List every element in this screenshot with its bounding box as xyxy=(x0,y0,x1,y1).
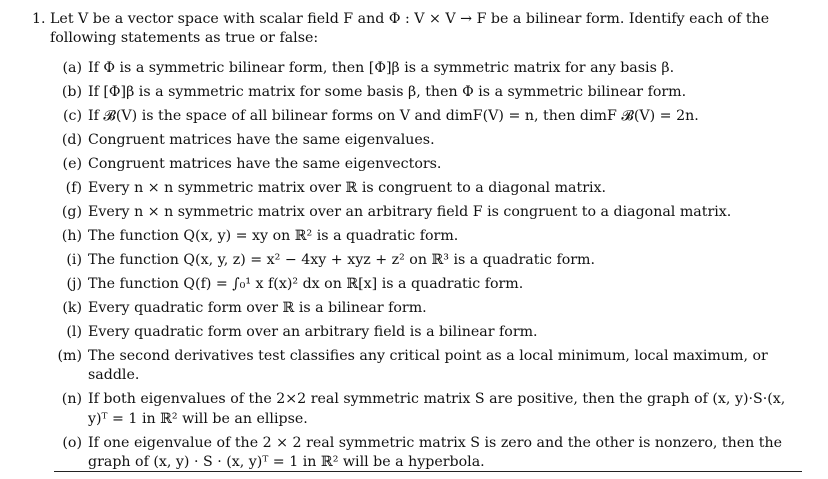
statement-label: (h) xyxy=(61,227,82,244)
statement-label: (n) xyxy=(61,391,82,408)
statement-text: The second derivatives test classifies any critical point as a local minimum, local maximum, or saddle. xyxy=(88,347,768,384)
statement-item-k xyxy=(32,299,807,318)
statement-label: (l) xyxy=(66,323,82,340)
problem-prompt: Let V be a vector space with scalar field F and Φ : V × V → F be a bilinear form. Identify each of the following statements as true or false: xyxy=(50,11,770,47)
statement-text: Every n × n symmetric matrix over ℝ is congruent to a diagonal matrix. xyxy=(88,179,607,196)
statement-label: (e) xyxy=(62,155,82,172)
statement-label: (i) xyxy=(66,251,82,268)
statement-text: Every n × n symmetric matrix over an arbitrary field F is congruent to a diagonal matrix. xyxy=(88,203,732,220)
statement-item-o xyxy=(32,434,807,473)
statement-text: Congruent matrices have the same eigenvalues. xyxy=(88,131,435,148)
statement-item-i xyxy=(32,251,807,270)
statement-label: (a) xyxy=(62,59,82,76)
statement-text: The function Q(x, y) = xy on ℝ² is a quadratic form. xyxy=(88,227,459,244)
statement-label: (g) xyxy=(61,203,82,220)
statement-text: Congruent matrices have the same eigenvectors. xyxy=(88,155,442,172)
bottom-divider xyxy=(54,471,802,472)
problem-1 xyxy=(32,10,807,477)
statement-text: Every quadratic form over an arbitrary field is a bilinear form. xyxy=(88,323,538,340)
statement-item-c xyxy=(32,107,807,126)
statement-text: If one eigenvalue of the 2 × 2 real symmetric matrix S is zero and the other is nonzero, then the graph of (x, y) · S · (x, y)ᵀ = 1 in ℝ² will be a hyperbola. xyxy=(88,434,783,471)
statement-text: If Φ is a symmetric bilinear form, then [Φ]β is a symmetric matrix for any basis β. xyxy=(88,59,675,76)
statement-item-j xyxy=(32,275,807,294)
statement-label: (k) xyxy=(62,299,82,316)
statement-item-a xyxy=(32,59,807,78)
statement-item-h xyxy=(32,227,807,246)
statement-item-d xyxy=(32,131,807,150)
statement-item-l xyxy=(32,323,807,342)
statement-label: (j) xyxy=(66,275,82,292)
statement-text: Every quadratic form over ℝ is a bilinear form. xyxy=(88,299,427,316)
statement-text: If both eigenvalues of the 2×2 real symmetric matrix S are positive, then the graph of (x, y)·S·(x, y)ᵀ = 1 in ℝ² will be an ellipse. xyxy=(88,391,786,427)
problem-number: 1. xyxy=(32,11,46,27)
statement-item-e xyxy=(32,155,807,174)
statement-text: If [Φ]β is a symmetric matrix for some basis β, then Φ is a symmetric bilinear form. xyxy=(88,83,687,100)
statement-text: The function Q(x, y, z) = x² − 4xy + xyz + z² on ℝ³ is a quadratic form. xyxy=(88,251,595,268)
statement-item-b xyxy=(32,83,807,102)
statement-text: The function Q(f) = ∫₀¹ x f(x)² dx on ℝ[x] is a quadratic form. xyxy=(88,275,524,292)
statement-item-g xyxy=(32,203,807,222)
statement-item-m xyxy=(32,347,807,386)
statement-text: If 𝓑(V) is the space of all bilinear forms on V and dimF(V) = n, then dimF 𝓑(V) = 2n. xyxy=(88,107,699,124)
statement-label: (f) xyxy=(65,179,82,196)
statement-label: (d) xyxy=(61,131,82,148)
statement-list xyxy=(32,59,807,473)
statement-label: (c) xyxy=(62,107,82,124)
statement-item-f xyxy=(32,179,807,198)
problem-header xyxy=(32,10,807,49)
statement-label: (o) xyxy=(62,434,82,451)
statement-label: (m) xyxy=(57,347,82,364)
statement-label: (b) xyxy=(61,83,82,100)
statement-item-n xyxy=(32,390,807,429)
